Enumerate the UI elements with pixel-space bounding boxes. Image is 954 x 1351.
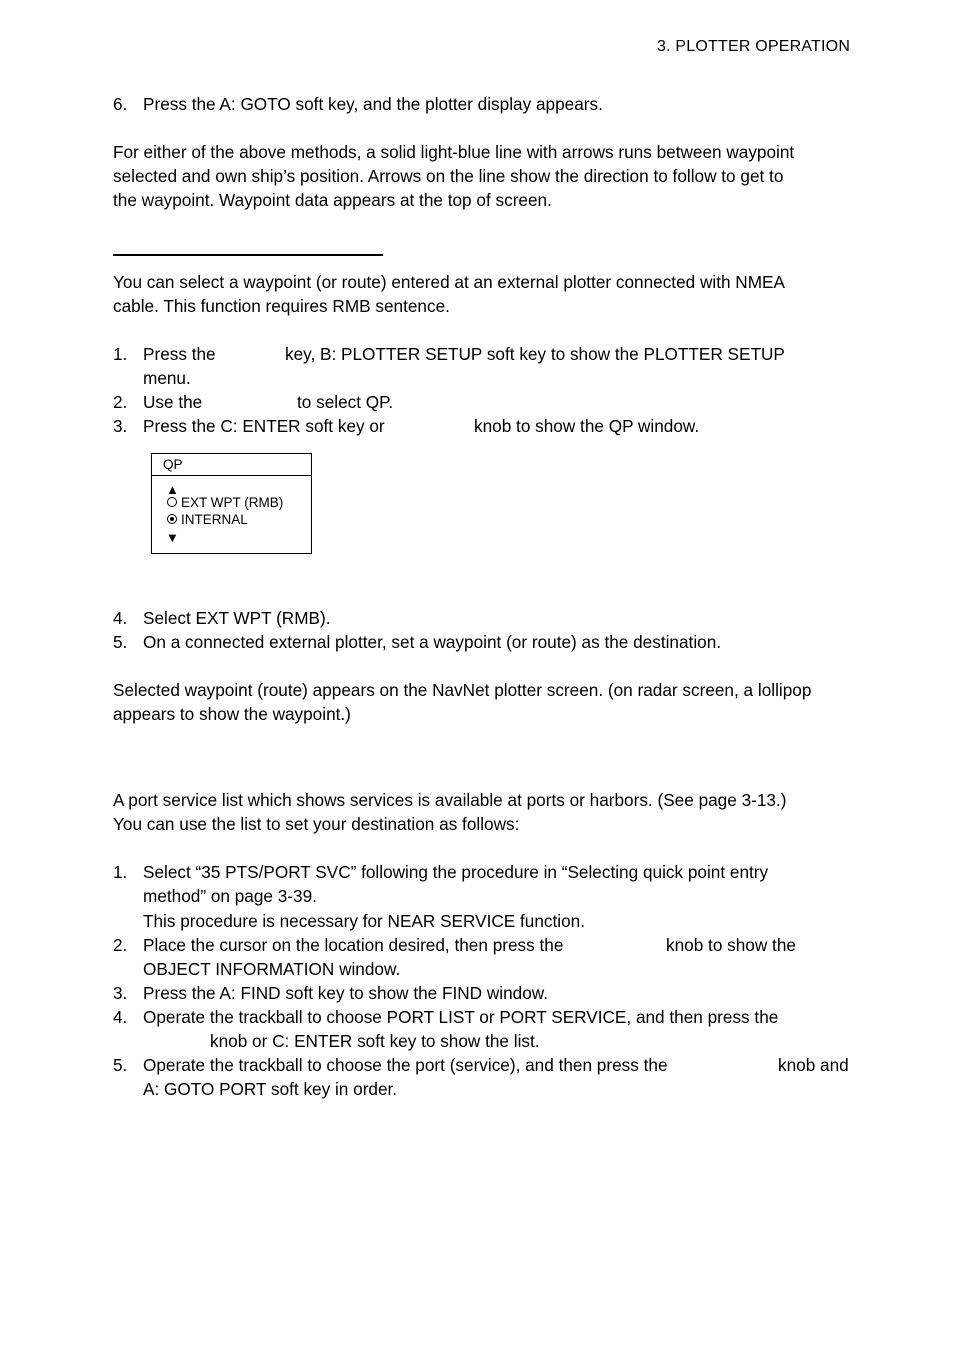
step-number: 6. xyxy=(113,94,128,114)
qp-option-internal[interactable] xyxy=(167,512,248,528)
step-number: 3. xyxy=(113,983,128,1003)
scroll-up-arrow-icon[interactable]: ▲ xyxy=(166,482,179,497)
step-text: Press the A: FIND soft key to show the FIND window. xyxy=(143,983,549,1003)
step-number: 5. xyxy=(113,1055,128,1075)
paragraph-line: You can use the list to set your destination as follows: xyxy=(113,814,520,834)
paragraph-line: Selected waypoint (route) appears on the NavNet plotter screen. (on radar screen, a lollipop xyxy=(113,680,812,700)
radio-selected-icon xyxy=(167,514,177,524)
step-text: Place the cursor on the location desired, then press the xyxy=(143,935,564,955)
step-number: 4. xyxy=(113,608,128,628)
paragraph-line: A port service list which shows services is available at ports or harbors. (See page 3-13.) xyxy=(113,790,787,810)
step-text: Operate the trackball to choose the port (service), and then press the xyxy=(143,1055,668,1075)
qp-window-divider xyxy=(152,475,311,476)
qp-option-ext-wpt[interactable] xyxy=(167,495,283,511)
step-text: On a connected external plotter, set a waypoint (or route) as the destination. xyxy=(143,632,722,652)
paragraph-line: For either of the above methods, a solid light-blue line with arrows runs between waypoint xyxy=(113,142,795,162)
step-text: menu. xyxy=(143,368,191,388)
step-text: knob and xyxy=(778,1055,849,1075)
paragraph-line: cable. This function requires RMB sentence. xyxy=(113,296,450,316)
qp-option-label: EXT WPT (RMB) xyxy=(181,495,284,510)
step-text: to select QP. xyxy=(297,392,394,412)
paragraph-line: selected and own ship’s position. Arrows on the line show the direction to follow to get to xyxy=(113,166,784,186)
paragraph-line: You can select a waypoint (or route) entered at an external plotter connected with NMEA xyxy=(113,272,785,292)
step-number: 4. xyxy=(113,1007,128,1027)
step-text: key, B: PLOTTER SETUP soft key to show the PLOTTER SETUP xyxy=(285,344,785,364)
running-header: 3. PLOTTER OPERATION xyxy=(657,38,851,55)
step-text: knob to show the xyxy=(666,935,796,955)
step-text: This procedure is necessary for NEAR SERVICE function. xyxy=(143,911,585,931)
paragraph-line: the waypoint. Waypoint data appears at the top of screen. xyxy=(113,190,552,210)
step-text: knob to show the QP window. xyxy=(474,416,700,436)
step-number: 5. xyxy=(113,632,128,652)
step-number: 2. xyxy=(113,935,128,955)
paragraph-line: appears to show the waypoint.) xyxy=(113,704,351,724)
step-text: Operate the trackball to choose PORT LIST or PORT SERVICE, and then press the xyxy=(143,1007,779,1027)
step-text: Select “35 PTS/PORT SVC” following the procedure in “Selecting quick point entry xyxy=(143,862,769,882)
step-text: knob or C: ENTER soft key to show the list. xyxy=(210,1031,540,1051)
step-text: Select EXT WPT (RMB). xyxy=(143,608,331,628)
step-number: 1. xyxy=(113,862,128,882)
qp-option-label: INTERNAL xyxy=(181,512,248,527)
step-text: Press the C: ENTER soft key or xyxy=(143,416,385,436)
step-number: 2. xyxy=(113,392,128,412)
step-number: 1. xyxy=(113,344,128,364)
scroll-down-arrow-icon[interactable]: ▼ xyxy=(166,530,179,545)
qp-window xyxy=(151,453,312,554)
step-text: A: GOTO PORT soft key in order. xyxy=(143,1079,398,1099)
step-text: OBJECT INFORMATION window. xyxy=(143,959,401,979)
step-number: 3. xyxy=(113,416,128,436)
step-text: method” on page 3-39. xyxy=(143,886,317,906)
section-heading-rule xyxy=(113,254,383,256)
step-text: Press the xyxy=(143,344,216,364)
step-text: Press the A: GOTO soft key, and the plotter display appears. xyxy=(143,94,603,114)
radio-unselected-icon xyxy=(167,497,177,507)
qp-window-title: QP xyxy=(163,457,183,472)
step-text: Use the xyxy=(143,392,203,412)
